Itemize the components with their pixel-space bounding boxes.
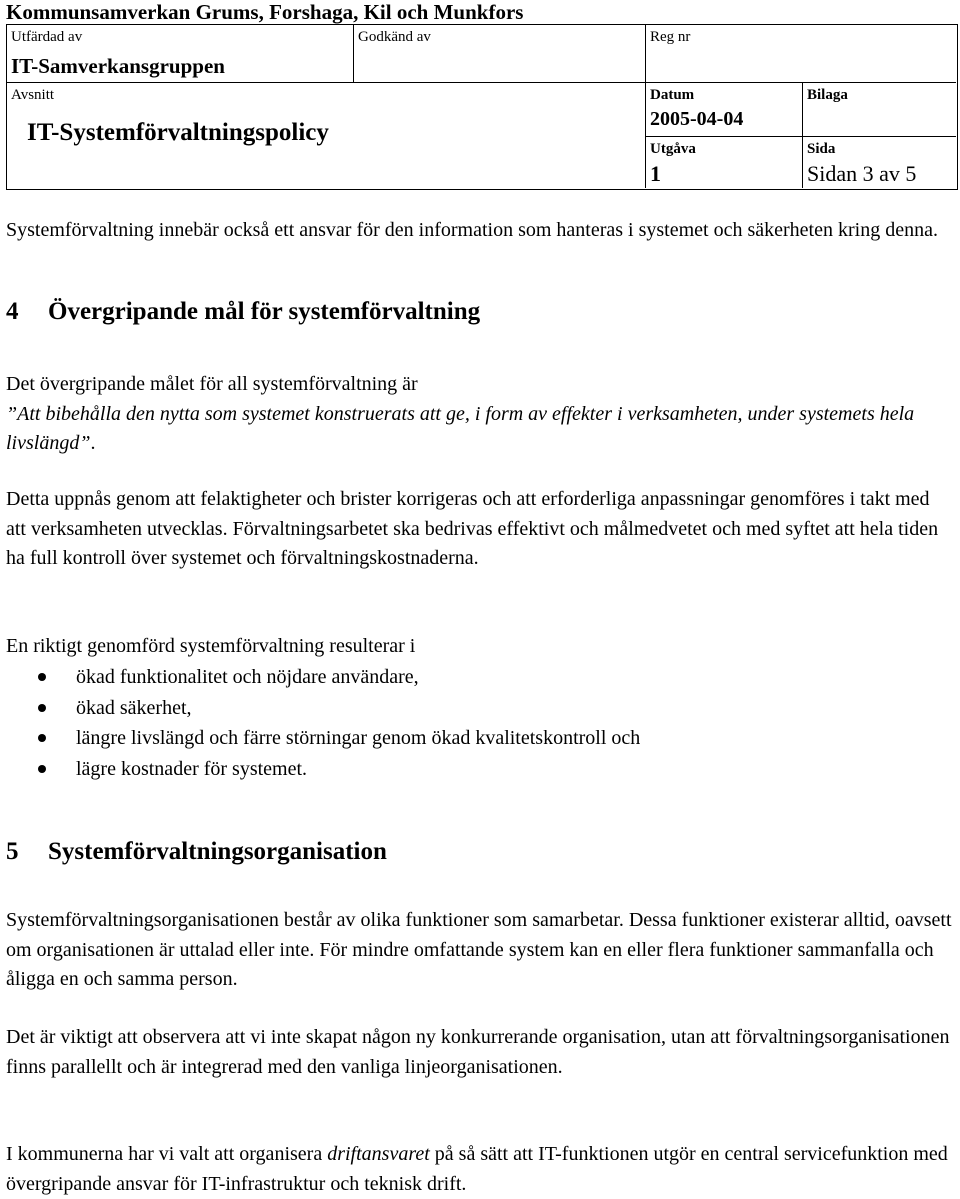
bullet-icon (38, 704, 46, 712)
reg-number-label: Reg nr (650, 29, 691, 45)
date-value: 2005-04-04 (650, 108, 744, 130)
issued-by-label: Utfärdad av (11, 29, 83, 45)
list-item: längre livslängd och färre störningar genom ökad kvalitetskontroll och (0, 723, 950, 754)
header-divider (645, 25, 646, 188)
section-5-paragraph-2 (6, 1023, 954, 1082)
list-item: ökad säkerhet, (0, 693, 950, 724)
organization-name: Kommunsamverkan Grums, Forshaga, Kil och Munkfors (6, 0, 524, 24)
results-list (0, 662, 950, 784)
header-divider (7, 82, 956, 83)
list-intro (6, 632, 954, 662)
paragraph-text: En riktigt genomförd systemförvaltning resulterar i (6, 635, 416, 657)
paragraph-text: Det är viktigt att observera att vi inte skapat någon ny konkurrerande organisation, utan att förvaltningsorganisationen finns parallellt och är integrerad med den vanliga linjeorganisationen. (6, 1026, 950, 1078)
goal-quote-end: . (90, 432, 96, 454)
bullet-icon (38, 734, 46, 742)
section-5-paragraph-1 (6, 906, 954, 995)
section-4-goal (6, 370, 954, 459)
section-label: Avsnitt (11, 87, 55, 103)
bullet-icon (38, 673, 46, 681)
issued-by-value: IT-Samverkansgruppen (11, 54, 225, 78)
section-title: IT-Systemförvaltningspolicy (27, 119, 329, 146)
bullet-icon (38, 765, 46, 773)
list-item: ökad funktionalitet och nöjdare användare, (0, 662, 950, 693)
intro-paragraph (6, 216, 954, 246)
approved-by-label: Godkänd av (358, 29, 431, 45)
page-label: Sida (807, 141, 836, 157)
section-number: 4 (6, 298, 19, 325)
goal-quote: ”Att bibehålla den nytta som systemet konstruerats att ge, i form av effekter i verksamheten, under systemets hela livslängd” (6, 402, 915, 454)
attachment-label: Bilaga (807, 87, 848, 103)
header-divider (645, 136, 956, 137)
goal-lead: Det övergripande målet för all systemförvaltning är (6, 373, 418, 395)
paragraph-text: Systemförvaltning innebär också ett ansvar för den information som hanteras i systemet och säkerheten kring denna. (6, 219, 938, 241)
section-title: Övergripande mål för systemförvaltning (48, 298, 481, 325)
section-4-heading (6, 298, 480, 326)
date-label: Datum (650, 87, 695, 103)
document-header-table (6, 24, 958, 190)
list-item: lägre kostnader för systemet. (0, 754, 950, 785)
paragraph-text: Systemförvaltningsorganisationen består av olika funktioner som samarbetar. Dessa funktioner existerar alltid, oavsett om organisationen är uttalad eller inte. För mindre omfattande system kan en eller flera funktioner sammanfalla och åligga en och samma person. (6, 909, 952, 990)
section-number: 5 (6, 838, 19, 865)
edition-value: 1 (650, 161, 661, 186)
section-5-paragraph-3: I kommunerna har vi valt att organisera driftansvaret på så sätt att IT-funktionen utgör en central servicefunktion med övergripande ansvar för IT-infrastruktur och teknisk drift. (6, 1143, 948, 1195)
page-number: Sidan 3 av 5 (807, 161, 917, 186)
section-5-heading (6, 838, 387, 866)
emphasis-driftansvaret: driftansvaret (327, 1143, 430, 1165)
header-divider (353, 25, 354, 82)
paragraph-text: Detta uppnås genom att felaktigheter och brister korrigeras och att erforderliga anpassningar genomföres i takt med att verksamheten utvecklas. Förvaltningsarbetet ska bedrivas effektivt och målmedvetet och med syftet att hela tiden ha full kontroll över systemet och förvaltningskostnaderna. (6, 488, 939, 569)
header-divider (802, 82, 803, 188)
section-4-paragraph (6, 485, 954, 574)
section-title: Systemförvaltningsorganisation (48, 838, 387, 865)
edition-label: Utgåva (650, 141, 696, 157)
